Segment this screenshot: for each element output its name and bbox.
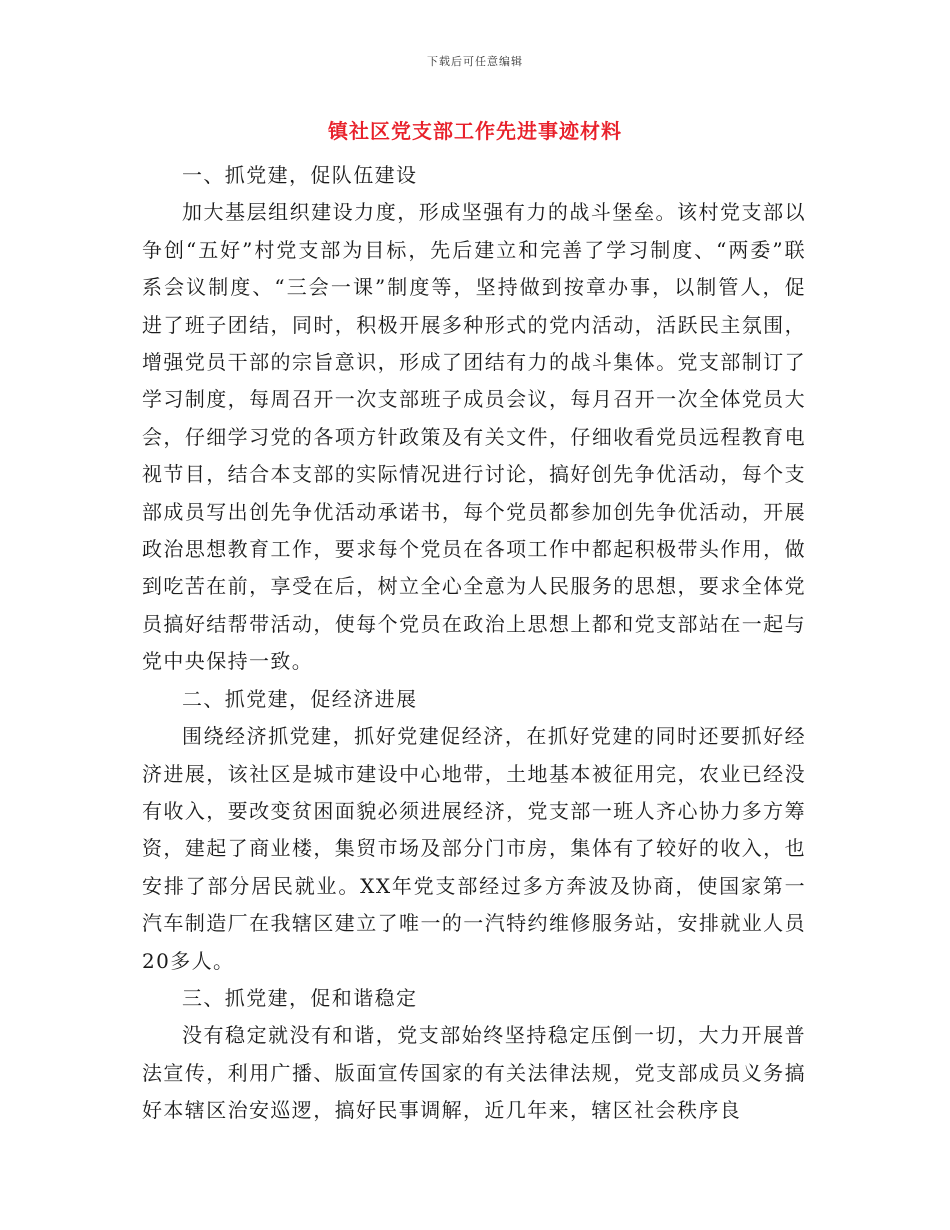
document-title: 镇社区党支部工作先进事迹材料 [328,119,622,143]
page-header-note: 下载后可任意编辑 [427,55,523,68]
section-heading-2: 二、抓党建，促经济进展 [182,686,418,711]
section-paragraph-2: 围绕经济抓党建，抓好党建促经济，在抓好党建的同时还要抓好经济进展，该社区是城市建设中心地带，土地基本被征用完，农业已经没有收入，要改变贫困面貌必须进展经济，党支部一班人齐心协力多方筹资，建起了商业楼，集贸市场及部分门市房，集体有了较好的收入，也安排了部分居民就业。XX年党支部经过多方奔波及协商，使国家第一汽车制造厂在我辖区建立了唯一的一汽特约维修服务站，安排就业人员20多人。 [142,724,806,973]
section-paragraph-1: 加大基层组织建设力度，形成坚强有力的战斗堡垒。该村党支部以争创“五好”村党支部为目标，先后建立和完善了学习制度、“两委”联系会议制度、“三会一课”制度等，坚持做到按章办事，以制管人，促进了班子团结，同时，积极开展多种形式的党内活动，活跃民主氛围，增强党员干部的宗旨意识，形成了团结有力的战斗集体。党支部制订了学习制度，每周召开一次支部班子成员会议，每月召开一次全体党员大会，仔细学习党的各项方针政策及有关文件，仔细收看党员远程教育电视节目，结合本支部的实际情况进行讨论，搞好创先争优活动，每个支部成员写出创先争优活动承诺书，每个党员都参加创先争优活动，开展政治思想教育工作，要求每个党员在各项工作中都起积极带头作用，做到吃苦在前，享受在后，树立全心全意为人民服务的思想，要求全体党员搞好结帮带活动，使每个党员在政治上思想上都和党支部站在一起与党中央保持一致。 [142,200,806,674]
section-heading-1: 一、抓党建，促队伍建设 [182,163,418,187]
document-body [142,157,806,1130]
section-paragraph-3: 没有稳定就没有和谐，党支部始终坚持稳定压倒一切，大力开展普法宣传，利用广播、版面宣传国家的有关法律法规，党支部成员义务搞好本辖区治安巡逻，搞好民事调解，近几年来，辖区社会秩序良 [142,1023,806,1123]
section-heading-3: 三、抓党建，促和谐稳定 [182,985,418,1010]
